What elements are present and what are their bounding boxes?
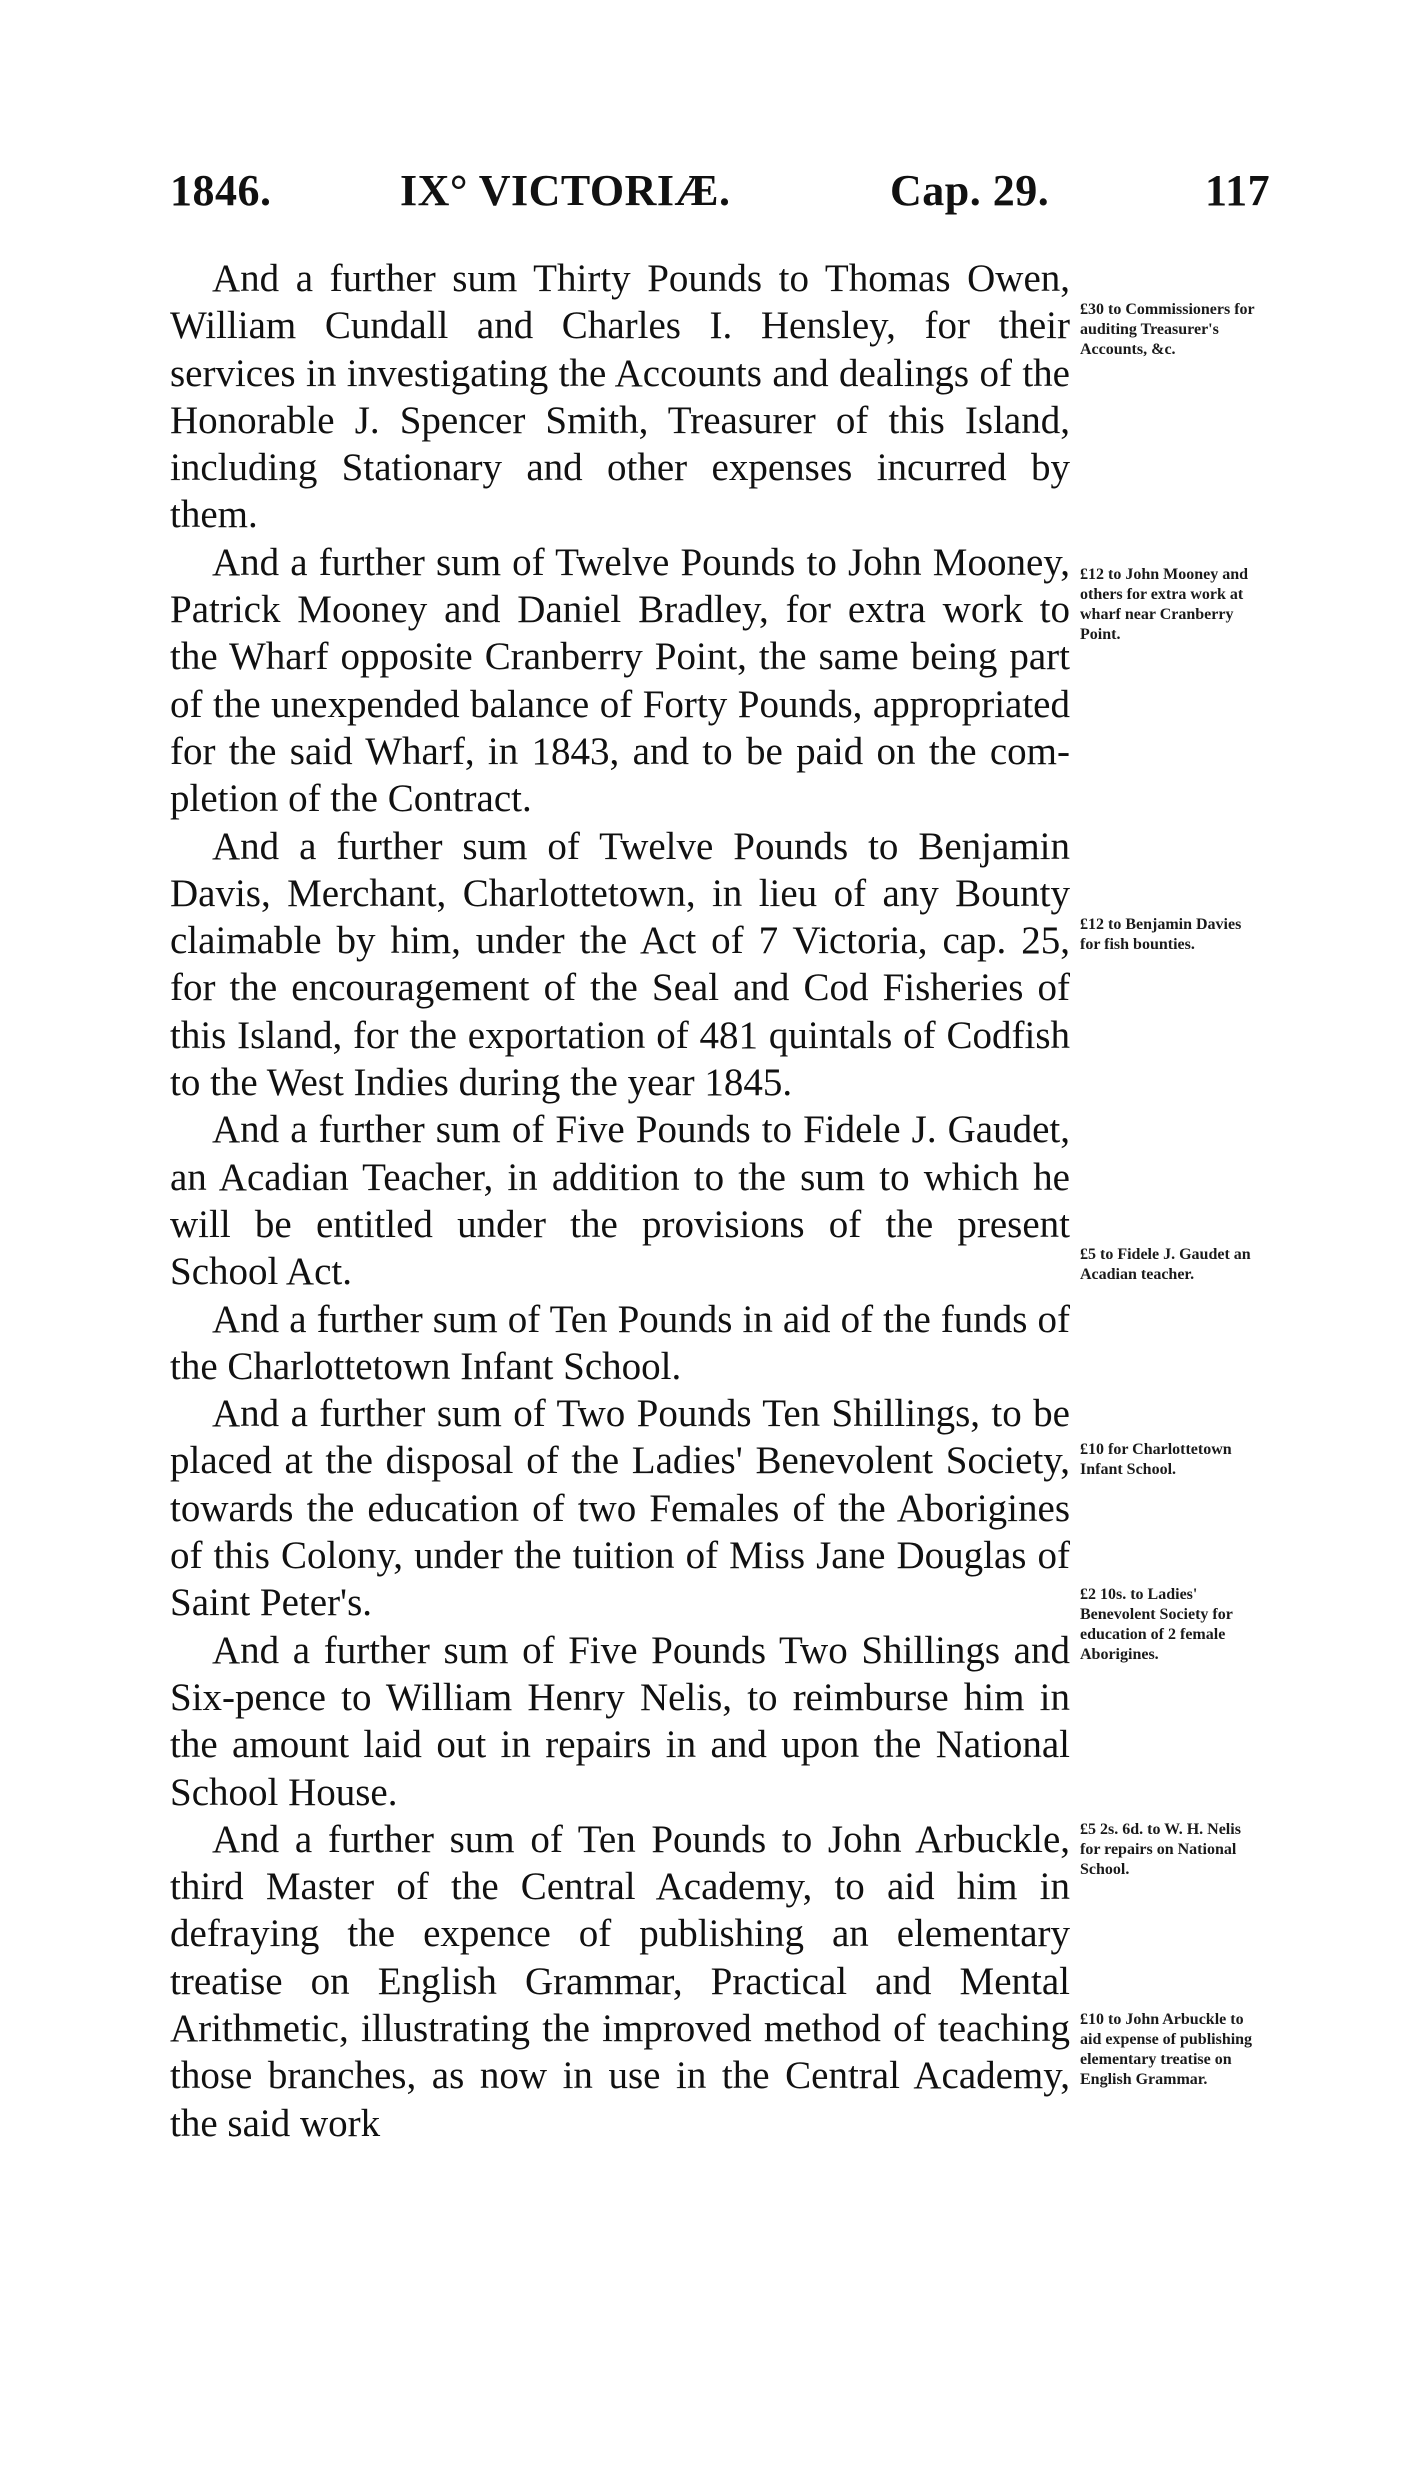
margin-note-commissioners: £30 to Commissioners for auditing Treasurer's Accounts, &c. — [1080, 301, 1255, 358]
paragraph-arbuckle-treatise: And a further sum of Ten Pounds to John Arbuckle, third Master of the Central Academy, to aid him in defraying the expence of publishing an elementary treatise on English Grammar, Practical and Mental Arithmetic, illustrating the improved method of teaching those branches, as now in use in the Central Academy, the said work — [170, 1817, 1070, 2145]
paragraph-gaudet-teacher: And a further sum of Five Pounds to Fidele J. Gaudet, an Acadian Teacher, in addition to the sum to which he will be entitled under the provisions of the present School Act. — [170, 1108, 1070, 1294]
header-chapter: Cap. 29. — [890, 166, 1050, 215]
main-text-column — [170, 255, 1070, 2147]
paragraph-davis-bounty: And a further sum of Twelve Pounds to Benjamin Davis, Merchant, Charlottetown, in lieu of any Bounty claimable by him, under the Act of 7 Victoria, cap. 25, for the encouragement of the Seal and Cod Fisheries of this Island, for the exportation of 481 quintals of Codfish to the West Indies during the year 1845. — [170, 824, 1070, 1105]
margin-note-mooney: £12 to John Mooney and others for extra work at wharf near Cranberry Point. — [1080, 566, 1249, 643]
margin-note-arbuckle: £10 to John Arbuckle to aid expense of publishing elementary treatise on English Grammar. — [1080, 2011, 1253, 2088]
margin-note-gaudet: £5 to Fidele J. Gaudet an Acadian teacher. — [1080, 1246, 1251, 1283]
margin-note-davies: £12 to Benjamin Davies for fish bounties. — [1080, 916, 1242, 953]
paragraph-ladies-society: And a further sum of Two Pounds Ten Shillings, to be placed at the disposal of the Ladies' Benevolent Society, towards the education of two Females of the Aborigines of this Colony, under the tuition of Miss Jane Douglas of Saint Peter's. — [170, 1392, 1070, 1625]
margin-note-nelis: £5 2s. 6d. to W. H. Nelis for repairs on National School. — [1080, 1821, 1241, 1878]
margin-note-infant-school: £10 for Charlottetown Infant School. — [1080, 1441, 1232, 1478]
paragraph-infant-school: And a further sum of Ten Pounds in aid of the funds of the Charlottetown Infant School. — [170, 1297, 1070, 1388]
paragraph-nelis-repairs: And a further sum of Five Pounds Two Shillings and Six-pence to William Henry Nelis, to reimburse him in the amount laid out in repairs in and upon the National School House. — [170, 1628, 1070, 1814]
margin-note-ladies: £2 10s. to Ladies' Benevolent Society for education of 2 female Aborigines. — [1080, 1586, 1233, 1663]
header-year: 1846. — [170, 166, 272, 215]
header-reign: IX° VICTORIÆ. — [400, 166, 731, 215]
running-header — [170, 165, 1290, 235]
paragraph-mooney-wharf: And a further sum of Twelve Pounds to John Mooney, Patrick Mooney and Daniel Bradley, for extra work to the Wharf opposite Cranberry Point, the same being part of the unexpended balance of Forty Pounds, appropriated for the said Wharf, in 1843, and to be paid on the completion of the Contract. — [170, 540, 1070, 821]
page-number: 117 — [1205, 166, 1271, 215]
paragraph-thirty-pounds: And a further sum Thirty Pounds to Thomas Owen, William Cundall and Charles I. Hensley, for their services in investigating the Accounts and dealings of the Honorable J. Spencer Smith, Treasurer of this Island, including Stationary and other expenses incurred by them. — [170, 257, 1070, 537]
